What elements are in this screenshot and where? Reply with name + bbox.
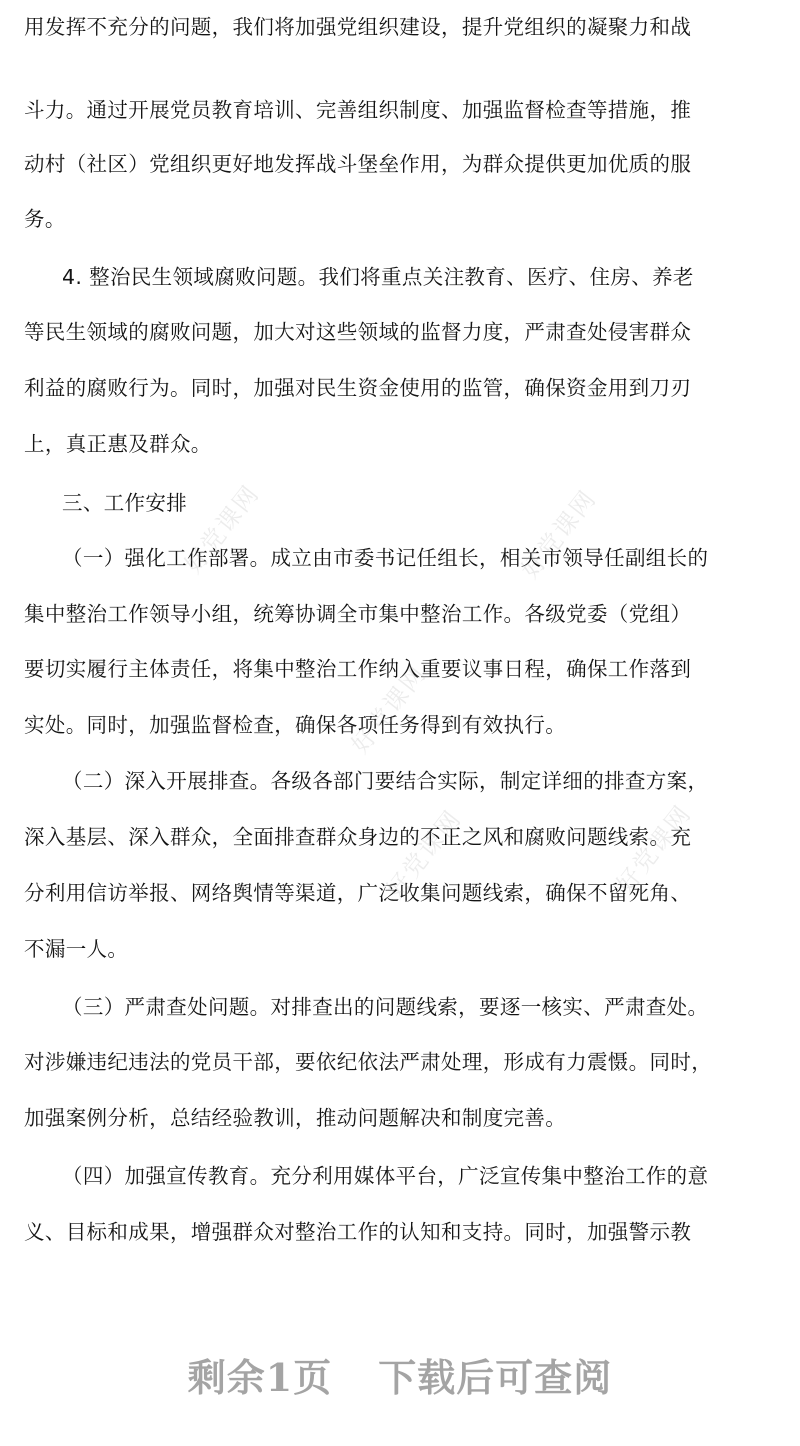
text-line: 加强案例分析，总结经验教训，推动问题解决和制度完善。 [24,1106,567,1130]
text-line: （四）加强宣传教育。充分利用媒体平台，广泛宣传集中整治工作的意 [62,1164,709,1188]
text-line: 等民生领域的腐败问题，加大对这些领域的监督力度，严肃查处侵害群众 [24,320,692,344]
text-line: 实处。同时，加强监督检查，确保各项任务得到有效执行。 [24,713,567,737]
text-line: 用发挥不充分的问题，我们将加强党组织建设，提升党组织的凝聚力和战 [24,15,692,39]
text-line: 义、目标和成果，增强群众对整治工作的认知和支持。同时，加强警示教 [24,1220,692,1244]
text-line: 集中整治工作领导小组，统筹协调全市集中整治工作。各级党委（党组） [24,602,692,626]
watermark-text: 好党课网 [178,479,266,579]
text-line: （一）强化工作部署。成立由市委书记任组长，相关市领导任副组长的 [62,546,709,570]
watermark-text: 好党课网 [515,484,603,584]
text-line: 上，真正惠及群众。 [24,432,212,456]
remaining-pages-label[interactable]: 剩余1页 [187,1355,333,1400]
text-line: 动村（社区）党组织更好地发挥战斗堡垒作用，为群众提供更加优质的服 [24,152,692,176]
text-line: 要切实履行主体责任，将集中整治工作纳入重要议事日程，确保工作落到 [24,657,692,681]
text-line: 分利用信访举报、网络舆情等渠道，广泛收集问题线索，确保不留死角、 [24,881,692,905]
text-line: 务。 [24,207,66,231]
text-line: 斗力。通过开展党员教育培训、完善组织制度、加强监督检查等措施，推 [24,98,692,122]
text-line: 不漏一人。 [24,937,129,961]
watermark-text: 好党课网 [345,659,433,759]
text-line: 三、工作安排 [62,491,188,515]
download-to-view-label[interactable]: 下载后可查阅 [378,1355,613,1400]
watermark-text: 好党课网 [610,799,698,899]
text-line: （三）严肃查处问题。对排查出的问题线索，要逐一核实、严肃查处。 [62,995,709,1019]
text-line: 对涉嫌违纪违法的党员干部，要依纪依法严肃处理，形成有力震慑。同时， [24,1050,713,1074]
text-line: 利益的腐败行为。同时，加强对民生资金使用的监管，确保资金用到刀刃 [24,376,692,400]
watermark-text: 好党课网 [380,804,468,904]
text-line: 深入基层、深入群众，全面排查群众身边的不正之风和腐败问题线索。充 [24,825,692,849]
text-line: （二）深入开展排查。各级各部门要结合实际，制定详细的排查方案， [62,769,709,793]
remaining-pages-banner[interactable] [0,1347,800,1402]
text-line: 4. 整治民生领域腐败问题。我们将重点关注教育、医疗、住房、养老 [62,265,694,289]
